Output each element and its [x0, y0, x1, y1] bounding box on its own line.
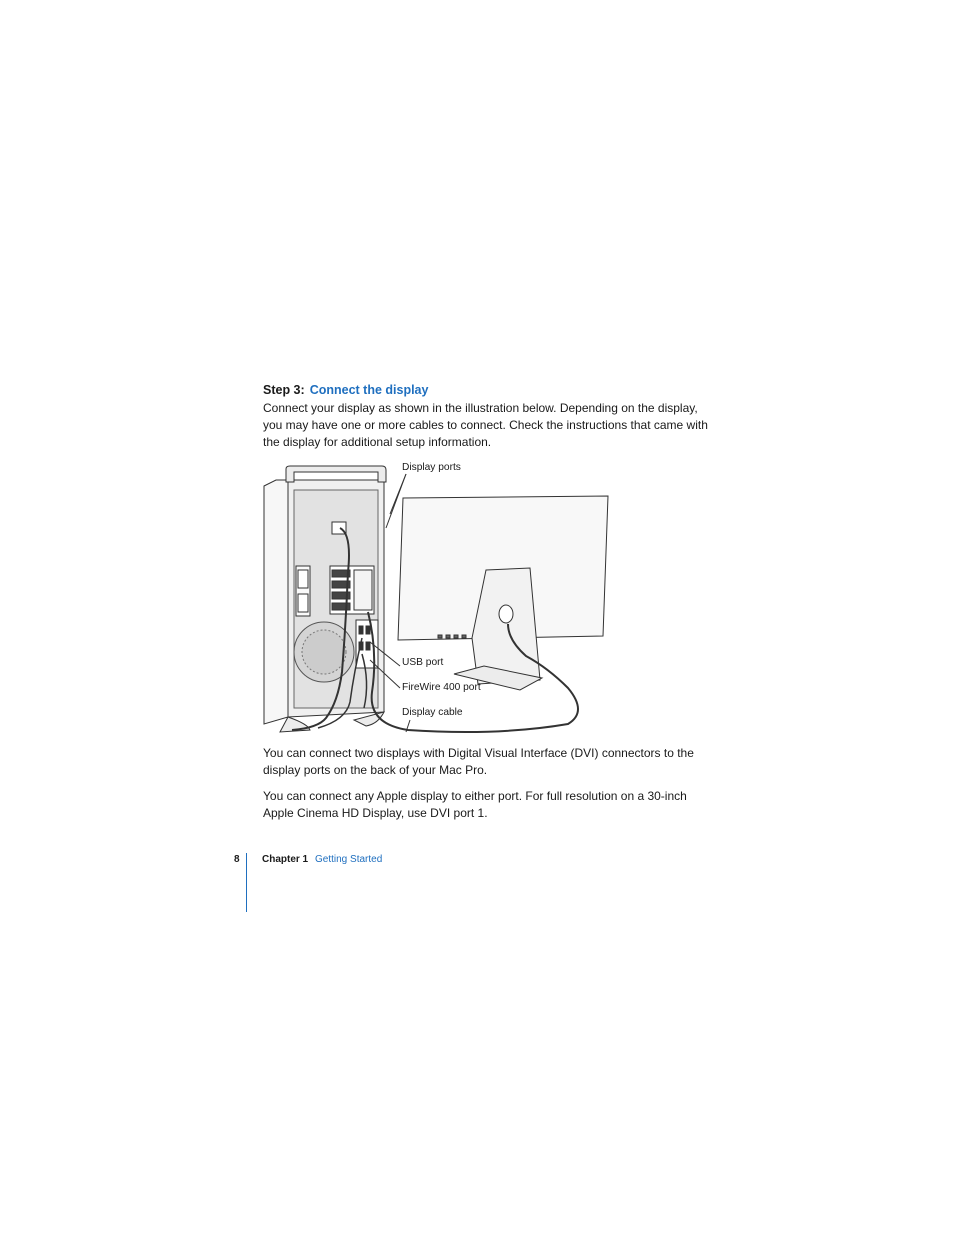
step-heading	[263, 383, 428, 397]
callout-usb-port: USB port	[402, 657, 444, 668]
mac-pro-display-illustration	[258, 462, 618, 742]
step-title: Connect the display	[309, 383, 429, 397]
footer-chapter: Chapter 1	[262, 854, 309, 865]
callout-firewire-port: FireWire 400 port	[402, 682, 481, 693]
body-paragraph-1: You can connect two displays with Digital Visual Interface (DVI) connectors to the display ports on the back of your Mac Pro.	[263, 746, 694, 778]
step-number: Step 3:	[263, 383, 305, 397]
callout-display-ports: Display ports	[402, 462, 461, 473]
footer-chapter-title-link[interactable]: Getting Started	[315, 854, 383, 865]
footer-rule	[246, 853, 247, 912]
body-paragraph-2: You can connect any Apple display to either port. For full resolution on a 30-inch Apple Cinema HD Display, use DVI port 1.	[263, 789, 687, 821]
intro-paragraph: Connect your display as shown in the illustration below. Depending on the display, you may have one or more cables to connect. Check the instructions that came with the display for additional setup information.	[263, 401, 708, 450]
callout-display-cable: Display cable	[402, 707, 463, 718]
page-number: 8	[234, 854, 240, 865]
